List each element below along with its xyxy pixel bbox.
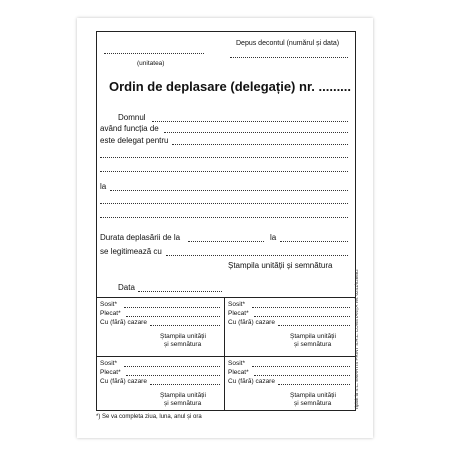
domnul-field[interactable] [152,121,348,122]
footnote: *) Se va completa ziua, luna, anul și ora [96,414,202,420]
box-3-sosit: Sosit* [100,360,117,367]
box-3-sosit-field[interactable] [124,366,220,367]
box-3-plecat-field[interactable] [126,375,220,376]
box-4-sosit-field[interactable] [252,366,350,367]
delegat-field-line-2[interactable] [100,157,348,158]
box-1-cazare: Cu (fără) cazare [100,319,147,326]
box-1-stamp-line-2: și semnătura [164,341,202,348]
la-field[interactable] [110,190,348,191]
delegat-field-line-3[interactable] [100,171,348,172]
delegat-label: este delegat pentru [100,136,169,145]
boxes-top-border [96,297,356,298]
box-4-stamp-line-1: Ștampila unității [290,392,336,399]
box-4-stamp-line-2: și semnătura [294,400,332,407]
boxes-divider [224,297,225,411]
legitimeaza-label: se legitimează cu [100,247,162,256]
durata-label: Durata deplasării de la [100,233,181,242]
box-2-sosit-field[interactable] [252,307,350,308]
box-4-cazare: Cu (fără) cazare [228,378,275,385]
box-1-plecat-field[interactable] [126,316,220,317]
box-3-stamp-line-1: Ștampila unității [160,392,206,399]
printer-code: Tipărit la S.C. EMARTIS PRINT S.R.L. CONSTANȚA Tel: 0241/526682 [354,269,359,410]
box-4-plecat-field[interactable] [254,375,350,376]
box-3-cazare: Cu (fără) cazare [100,378,147,385]
delegat-field[interactable] [172,144,348,145]
box-1-plecat: Plecat* [100,310,121,317]
box-1-sosit-field[interactable] [124,307,220,308]
box-4-sosit: Sosit* [228,360,245,367]
box-1-cazare-field[interactable] [150,325,220,326]
box-3-cazare-field[interactable] [150,384,220,385]
domnul-label: Domnul [118,113,146,122]
receipt-label: Depus decontul (numărul și data) [236,40,340,47]
box-4-cazare-field[interactable] [278,384,350,385]
la-label: la [100,182,107,191]
box-1-sosit: Sosit* [100,301,117,308]
functia-label: având funcția de [100,124,159,133]
durata-to-field[interactable] [280,241,348,242]
box-2-sosit: Sosit* [228,301,245,308]
box-3-stamp-line-2: și semnătura [164,400,202,407]
receipt-dotted-line[interactable] [230,57,348,58]
functia-field[interactable] [164,132,348,133]
box-3-plecat: Plecat* [100,369,121,376]
legitimeaza-field[interactable] [166,255,348,256]
boxes-middle-border [96,356,356,357]
box-2-cazare: Cu (fără) cazare [228,319,275,326]
durata-to-label: la [270,233,277,242]
box-2-cazare-field[interactable] [278,325,350,326]
data-label: Data [118,283,135,292]
box-2-stamp-line-1: Ștampila unității [290,333,336,340]
stampila-main-label: Ștampila unității și semnătura [228,261,333,270]
data-field[interactable] [138,291,222,292]
box-2-plecat-field[interactable] [254,316,350,317]
unit-dotted-line[interactable] [104,53,204,54]
la-field-line-3[interactable] [100,217,348,218]
durata-from-field[interactable] [188,241,264,242]
box-4-plecat: Plecat* [228,369,249,376]
la-field-line-2[interactable] [100,203,348,204]
box-2-plecat: Plecat* [228,310,249,317]
box-1-stamp-line-1: Ștampila unității [160,333,206,340]
document-title: Ordin de deplasare (delegație) nr. ......... [109,79,352,94]
unit-label: (unitatea) [137,60,165,67]
box-2-stamp-line-2: și semnătura [294,341,332,348]
